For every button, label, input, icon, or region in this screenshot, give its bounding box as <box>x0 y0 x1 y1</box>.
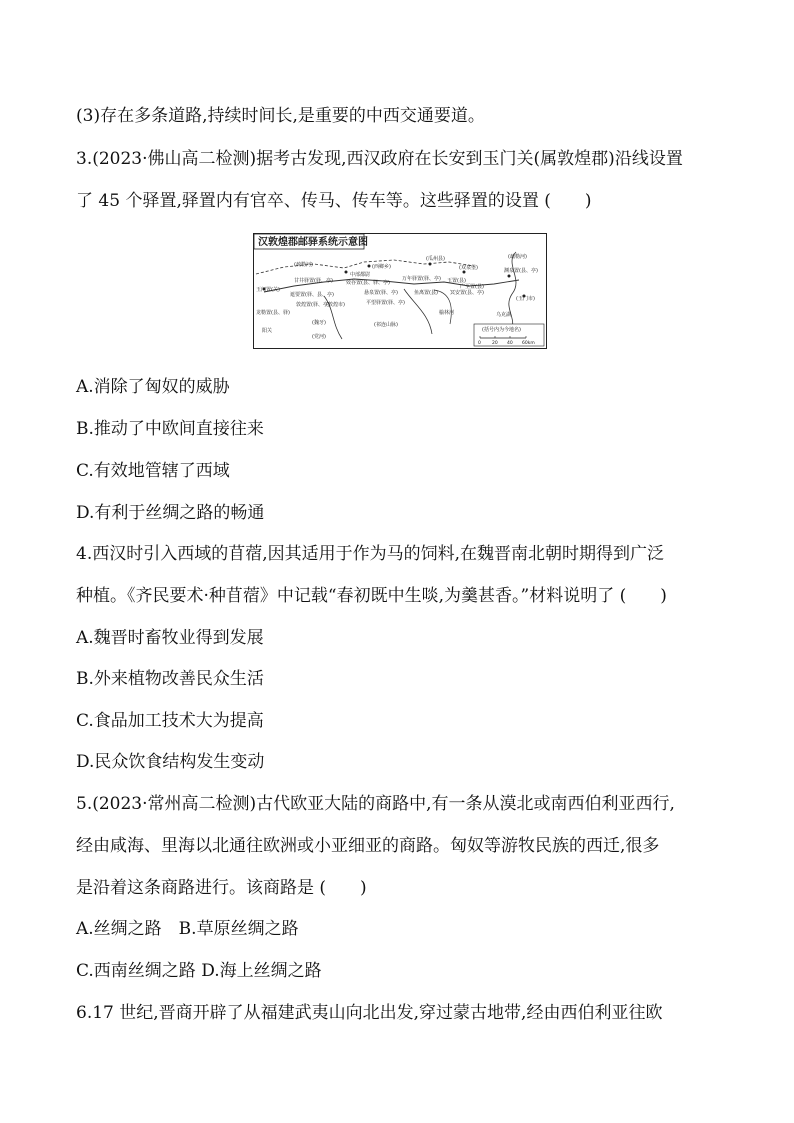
map-label-wannian: 万年驿置(驿、亭) <box>402 276 441 282</box>
map-label-yangguan: 阳关 <box>262 328 273 334</box>
map-label-shuangquan: (双泉堡) <box>459 265 478 271</box>
question-2-point-3: (3)存在多条道路,持续时间长,是重要的中西交通要道。 <box>76 106 485 126</box>
question-5-stem-line-1: 5.(2023·常州高二检测)古代欧亚大陆的商路中,有一条从漠北或南西伯利亚西行, <box>76 794 675 814</box>
question-5-options-cd[interactable]: C.西南丝绸之路 D.海上丝绸之路 <box>76 961 322 981</box>
map-label-guazhou: (瓜州县) <box>426 256 445 262</box>
question-6-stem-line-1: 6.17 世纪,晋商开辟了从福建武夷山向北出发,穿过蒙古地带,经由西伯利亚往欧 <box>76 1003 663 1023</box>
map-label-yulin-river: 榆林河 <box>439 310 455 316</box>
map-note: (括号内为今地名) <box>482 327 521 333</box>
map-label-xuanquan: 悬泉置(驿、亭) <box>364 290 398 296</box>
map-label-danghe: (党河) <box>312 334 326 340</box>
map-label-zheyao: 遮要置(驿、县、亭) <box>290 292 334 298</box>
map-scale-40: 40 <box>507 341 513 346</box>
question-3-stem-line-1: 3.(2023·佛山高二检测)据考古发现,西汉政府在长安到玉门关(属敦煌郡)沿线设置 <box>76 149 683 169</box>
map-label-mingan: 冥安置(县、亭) <box>450 290 484 296</box>
map-label-weiya: (魏牙) <box>312 320 326 326</box>
map-label-shulehe-east: (疏勒河) <box>508 254 527 260</box>
map-label-shulehe-west: (疏勒河) <box>294 262 313 268</box>
question-5-stem-line-2: 经由咸海、里海以北通往欧洲或小亚细亚的商路。匈奴等游牧民族的西迁,很多 <box>76 836 660 856</box>
map-label-yuzhi: 玉置(县) <box>447 278 466 284</box>
map-label-dunhuang: 敦煌置(驿、亭) <box>296 302 330 308</box>
map-label-xixiang: (西鄉乡) <box>372 264 391 270</box>
question-3-option-d[interactable]: D.有利于丝绸之路的畅通 <box>76 503 265 523</box>
question-4-stem-line-2: 种植。《齐民要术·种苜蓿》中记载“春初既中生啖,为羹甚香。”材料说明了 ( ) <box>76 586 667 606</box>
dunhuang-postal-map <box>253 233 547 349</box>
map-label-yuli: 鱼离置(县) <box>414 290 438 296</box>
map-label-zhongbu: 中部都尉 <box>350 272 371 278</box>
map-label-dunhuang-city: (敦煌市) <box>326 302 345 308</box>
question-3-option-a[interactable]: A.消除了匈奴的威胁 <box>76 377 230 397</box>
question-5-stem-line-3: 是沿着这条商路进行。该商路是 ( ) <box>76 878 367 898</box>
map-title: 汉敦煌郡邮驿系统示意图 <box>258 237 368 248</box>
question-3-option-b[interactable]: B.推动了中欧间直接往来 <box>76 419 264 439</box>
map-scale-60: 60km <box>522 341 535 346</box>
question-3-option-c[interactable]: C.有效地管辖了西域 <box>76 461 230 481</box>
map-scale-0: 0 <box>478 341 481 346</box>
map-label-guangzhi: 广至置(县) <box>460 284 484 290</box>
question-3-stem-line-2: 了 45 个驿置,驿置内有官卒、传马、传车等。这些驿置的设置 ( ) <box>76 191 592 211</box>
map-label-wuke: 乌克湖 <box>496 312 512 318</box>
map-label-ganjing: 甘井驿置(驿、亭) <box>294 278 333 284</box>
question-4-option-b[interactable]: B.外来植物改善民众生活 <box>76 669 264 689</box>
map-label-longle: 龙勒置(县、驿) <box>256 310 290 316</box>
map-label-pingwang: 平望驿置(驿、亭) <box>366 300 405 306</box>
map-label-qilian: (祁连山脉) <box>374 322 398 328</box>
question-4-stem-line-1: 4.西汉时引入西域的苜蓿,因其适用于作为马的饲料,在魏晋南北朝时期得到广泛 <box>76 544 665 564</box>
question-4-option-d[interactable]: D.民众饮食结构发生变动 <box>76 752 265 772</box>
map-label-yumenguan: 玉门置(关) <box>256 287 280 293</box>
question-5-options-ab[interactable]: A.丝绸之路 B.草原丝绸之路 <box>76 919 299 939</box>
map-label-yumen-city: (玉门市) <box>516 296 535 302</box>
map-label-yuanquan: 渊泉置(县、亭) <box>504 268 538 274</box>
question-4-option-c[interactable]: C.食品加工技术大为提高 <box>76 711 264 731</box>
question-4-option-a[interactable]: A.魏晋时畜牧业得到发展 <box>76 628 264 648</box>
map-label-xiaogu: 效谷置(县、驿、亭) <box>346 280 390 286</box>
map-scale-20: 20 <box>492 341 498 346</box>
